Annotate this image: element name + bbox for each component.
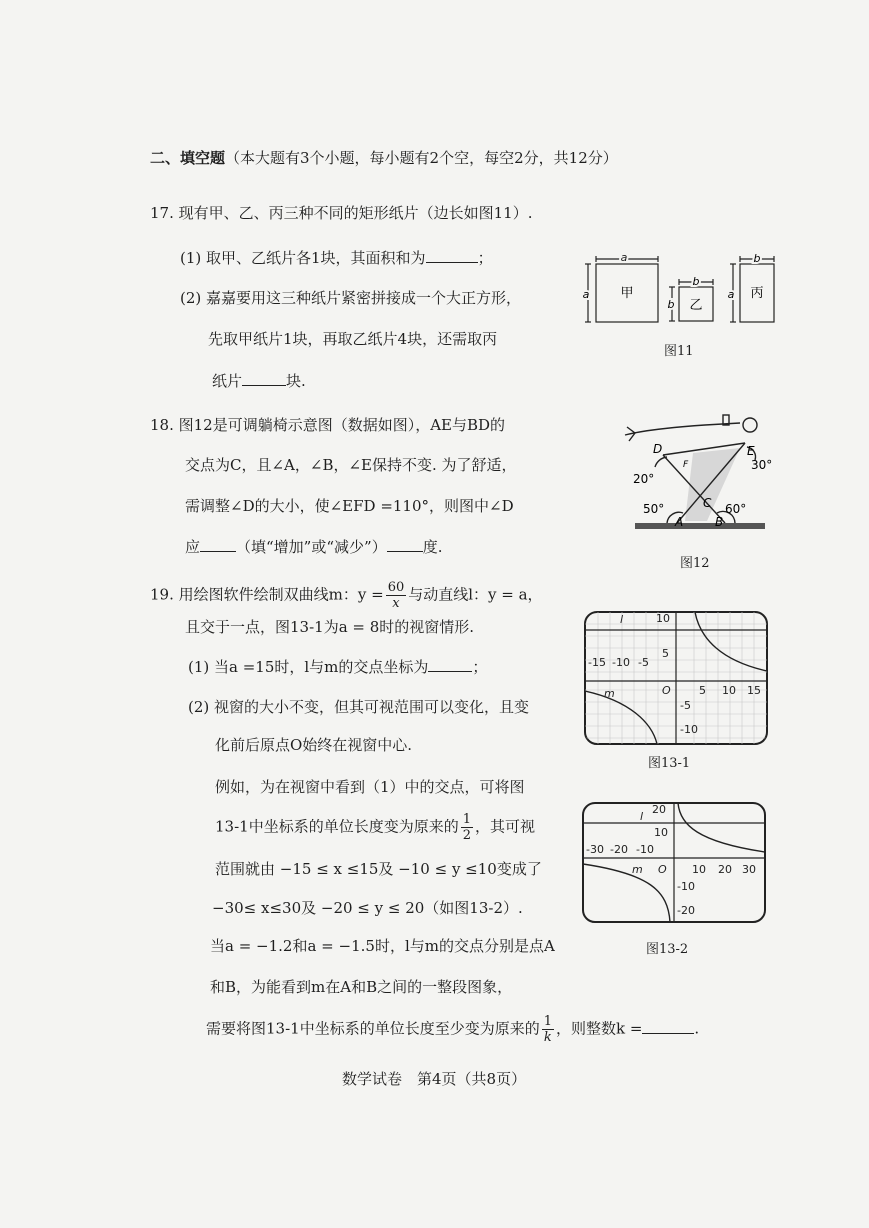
label-b-top2: b xyxy=(753,252,761,265)
part-text: (1) 当a =15时，l与m的交点坐标为 xyxy=(188,658,429,676)
q18-line1 xyxy=(150,414,505,435)
label-a: A xyxy=(675,515,684,529)
q17-part1 xyxy=(180,247,493,268)
q19-example-line4: −30≤ x≤30及 −20 ≤ y ≤ 20（如图13-2）. xyxy=(212,899,523,917)
q18-line3: 需调整∠D的大小，使∠EFD =110°，则图中∠D xyxy=(185,497,514,515)
label-m: m xyxy=(632,863,643,876)
label-b-side: b xyxy=(667,298,675,311)
fraction-denominator: 2 xyxy=(462,828,471,843)
label-a-top: a xyxy=(620,252,628,264)
arc-d xyxy=(655,457,667,467)
answer-blank[interactable] xyxy=(426,248,478,263)
y-tick: -5 xyxy=(680,699,691,712)
q17-part2-line3 xyxy=(212,370,306,391)
y-tick: 5 xyxy=(662,647,669,660)
label-b-top: b xyxy=(692,275,700,288)
q17-stem xyxy=(150,202,533,223)
label-a-side: a xyxy=(582,288,590,301)
x-tick: 10 xyxy=(722,684,736,697)
fraction-numerator: 1 xyxy=(543,1014,552,1029)
q19-line2: 且交于一点，图13-1为a = 8时的视窗情形. xyxy=(185,618,475,636)
angle-a: 50° xyxy=(643,502,665,516)
question-text: 图12是可调躺椅示意图（数据如图），AE与BD的 xyxy=(178,416,506,434)
y-tick: 10 xyxy=(656,612,670,625)
label-origin: O xyxy=(658,863,667,876)
q19-part2-line2: 化前后原点O始终在视窗中心. xyxy=(215,736,413,754)
part-text-end: ； xyxy=(477,249,493,267)
x-tick: -30 xyxy=(586,843,604,856)
fraction-1-k xyxy=(542,1014,554,1045)
q19-line-b: 和B，为能看到m在A和B之间的一整段图象， xyxy=(210,978,513,996)
example-text: 13-1中坐标系的单位长度变为原来的 xyxy=(215,817,459,836)
x-tick: 30 xyxy=(742,863,756,876)
label-origin: O xyxy=(662,684,671,697)
angle-d: 20° xyxy=(633,472,655,486)
answer-blank[interactable] xyxy=(642,1019,694,1034)
x-tick: 5 xyxy=(699,684,706,697)
label-c: C xyxy=(703,496,712,510)
label-m: m xyxy=(604,687,615,700)
label-l: l xyxy=(620,613,624,626)
section-label: 二、填空题 xyxy=(150,149,226,167)
section-note: （本大题有3个小题，每小题有2个空，每空2分，共12分） xyxy=(225,149,618,167)
figure-13-2 xyxy=(580,800,768,925)
figure-13-2-caption: 图13-2 xyxy=(646,942,689,957)
x-tick: -20 xyxy=(610,843,628,856)
q18-line2: 交点为C，且∠A，∠B，∠E保持不变. 为了舒适， xyxy=(185,456,517,474)
q17-part2-line1: (2) 嘉嘉要用这三种纸片紧密拼接成一个大正方形， xyxy=(180,289,522,307)
label-bing: 丙 xyxy=(750,286,764,301)
y-tick: -10 xyxy=(677,880,695,893)
figure-13-1-caption: 图13-1 xyxy=(648,756,691,771)
figure-12-caption: 图12 xyxy=(680,556,710,571)
ground xyxy=(635,523,765,529)
q18-line4 xyxy=(185,536,442,557)
final-period: . xyxy=(694,1019,700,1038)
figure-11-caption: 图11 xyxy=(664,344,694,359)
fraction-denominator: k xyxy=(543,1030,552,1045)
q19-part2-line1: (2) 视窗的大小不变，但其可视范围可以变化，且变 xyxy=(188,698,530,716)
label-e: E xyxy=(747,444,755,458)
page-footer: 数学试卷 第4页（共8页） xyxy=(342,1070,527,1088)
x-tick: 10 xyxy=(692,863,706,876)
angle-b: 60° xyxy=(725,502,747,516)
question-number: 19. xyxy=(150,585,174,604)
fraction-denominator: x xyxy=(392,596,400,611)
final-text-cont: ，则整数k = xyxy=(555,1019,643,1038)
fraction-60-x xyxy=(386,580,407,611)
y-tick: 10 xyxy=(654,826,668,839)
y-tick: -20 xyxy=(677,904,695,917)
q19-example-line3: 范围就由 −15 ≤ x ≤15及 −10 ≤ y ≤10变成了 xyxy=(215,860,542,878)
x-tick: -10 xyxy=(612,656,630,669)
answer-blank[interactable] xyxy=(428,657,472,672)
question-number: 18. xyxy=(150,416,174,434)
part-text: 应 xyxy=(185,538,201,556)
part-text: （填“增加”或“减少”） xyxy=(236,538,387,556)
label-f: F xyxy=(683,460,689,470)
question-text-cont: 与动直线l：y = a， xyxy=(408,585,543,604)
label-yi: 乙 xyxy=(689,298,703,313)
part-text: (1) 取甲、乙纸片各1块，其面积和为 xyxy=(180,249,426,267)
label-jia: 甲 xyxy=(620,286,634,301)
part-text-end: 块. xyxy=(286,372,306,390)
q19-part1 xyxy=(188,656,487,677)
q19-example-line2 xyxy=(215,812,535,843)
question-text: 用绘图软件绘制双曲线m：y = xyxy=(178,585,384,604)
part-text-end: ； xyxy=(472,658,488,676)
question-number: 17. xyxy=(150,204,174,222)
label-d: D xyxy=(653,442,663,456)
section-title xyxy=(150,147,618,168)
part-text-end: 度. xyxy=(422,538,443,556)
example-text-cont: ，其可视 xyxy=(474,817,535,836)
q19-line-a: 当a = −1.2和a = −1.5时，l与m的交点分别是点A xyxy=(210,937,555,955)
fraction-numerator: 60 xyxy=(387,580,405,595)
fraction-numerator: 1 xyxy=(462,812,471,827)
x-tick: -15 xyxy=(588,656,606,669)
figure-11 xyxy=(578,252,778,330)
q19-example-line1: 例如，为在视窗中看到（1）中的交点，可将图 xyxy=(215,778,525,796)
part-text: 纸片 xyxy=(212,372,243,390)
answer-blank[interactable] xyxy=(242,371,286,386)
label-b: B xyxy=(715,515,724,529)
q19-line-c xyxy=(206,1014,699,1045)
x-tick: 20 xyxy=(718,863,732,876)
angle-e: 30° xyxy=(751,458,773,472)
answer-blank[interactable] xyxy=(387,537,423,552)
label-a-side2: a xyxy=(727,288,735,301)
person-head xyxy=(743,418,757,432)
x-tick: 15 xyxy=(747,684,761,697)
x-tick: -5 xyxy=(638,656,649,669)
question-text: 现有甲、乙、丙三种不同的矩形纸片（边长如图11）. xyxy=(178,204,533,222)
fraction-half xyxy=(461,812,473,843)
final-text: 需要将图13-1中坐标系的单位长度至少变为原来的 xyxy=(206,1019,540,1038)
x-tick: -10 xyxy=(636,843,654,856)
figure-12 xyxy=(615,405,795,535)
y-tick: -10 xyxy=(680,723,698,736)
label-l: l xyxy=(640,810,644,823)
q19-line1 xyxy=(150,580,543,611)
answer-blank[interactable] xyxy=(200,537,236,552)
figure-13-1 xyxy=(582,609,770,747)
y-tick: 20 xyxy=(652,803,666,816)
q17-part2-line2: 先取甲纸片1块，再取乙纸片4块，还需取丙 xyxy=(208,330,498,348)
